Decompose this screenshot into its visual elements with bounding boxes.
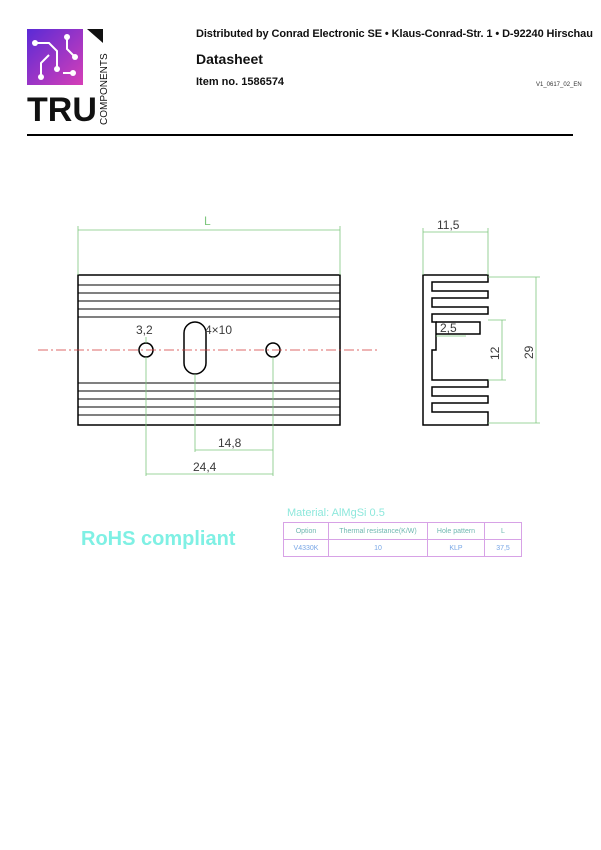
dim-14-8-label: 14,8 — [218, 436, 242, 450]
logo-tru-text: TRU — [27, 91, 97, 125]
version-code: V1_0617_02_EN — [536, 82, 582, 88]
dim-11-5-label: 11,5 — [437, 218, 460, 232]
dim-12-label: 12 — [488, 346, 502, 360]
distributor-line: Distributed by Conrad Electronic SE • Klaus-Conrad-Str. 1 • D-92240 Hirschau — [196, 28, 593, 40]
cell-hole-pattern: KLP — [428, 540, 485, 557]
header-thermal-resistance: Thermal resistance(K/W) — [329, 523, 428, 540]
document-title: Datasheet — [196, 51, 263, 67]
header-hole-pattern: Hole pattern — [428, 523, 485, 540]
dim-length-label: L — [204, 214, 211, 228]
dim-2-5-label: 2,5 — [440, 321, 457, 335]
dim-24-4-label: 24,4 — [193, 460, 217, 474]
side-view — [423, 275, 488, 425]
spec-table — [283, 522, 522, 557]
dim-29-label: 29 — [522, 345, 536, 359]
logo-components-text: COMPONENTS — [99, 53, 110, 125]
header-option: Option — [284, 523, 329, 540]
spec-table-row — [284, 540, 522, 557]
cell-thermal-resistance: 10 — [329, 540, 428, 557]
item-number: Item no. 1586574 — [196, 76, 285, 88]
dim-slot-label: 4×10 — [205, 323, 233, 337]
rohs-badge: RoHS compliant — [81, 528, 236, 550]
spec-table-header-row — [284, 523, 522, 540]
material-label: Material: AlMgSi 0.5 — [287, 507, 385, 519]
cell-option: V4330K — [284, 540, 329, 557]
dim-hole-label: 3,2 — [136, 323, 153, 337]
cell-length: 37,5 — [485, 540, 522, 557]
header-length: L — [485, 523, 522, 540]
